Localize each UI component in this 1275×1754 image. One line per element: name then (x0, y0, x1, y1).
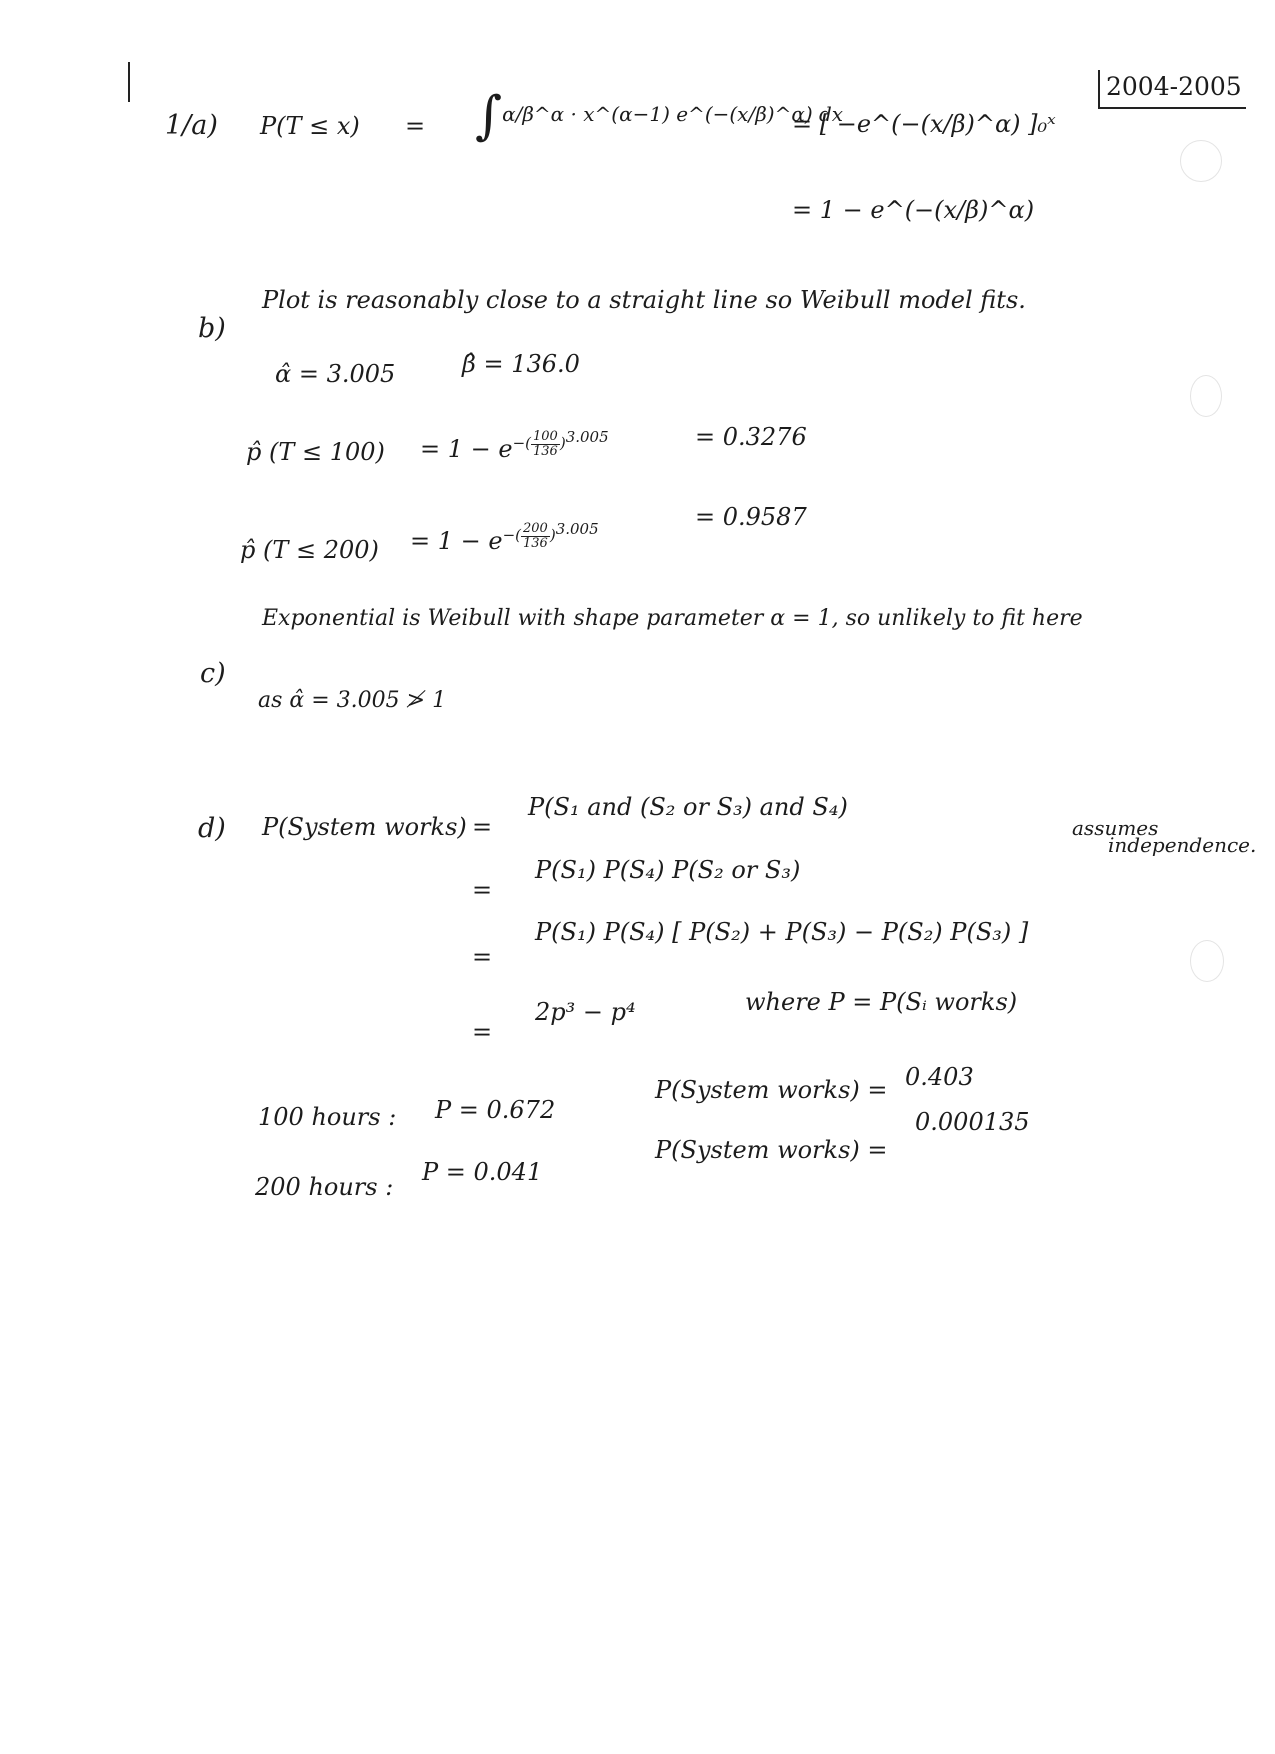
q1-lhs: P(T ≤ x) (260, 112, 360, 140)
header-code-box (1098, 70, 1246, 109)
b-p100-frac-num: 100 (533, 429, 558, 444)
b-p200-rhs (410, 520, 599, 556)
b-p100-value: = 0.3276 (695, 423, 807, 451)
b-p200-frac-den: 136 (523, 535, 548, 551)
d-line3: P(S₁) P(S₄) [ P(S₂) + P(S₃) − P(S₂) P(S₃) ] (535, 918, 1029, 946)
q1-label: 1/a) (165, 110, 218, 141)
d-note-line1: assumes (1072, 816, 1159, 840)
d-eq3: = (472, 943, 493, 971)
b-label: b) (198, 313, 226, 344)
h200-val: 0.000135 (915, 1108, 1030, 1136)
b-p100-fraction (531, 430, 560, 458)
q1-step2: = 1 − e^(−(x/β)^α) (792, 196, 1035, 224)
b-beta-hat: β̂ = 136.0 (462, 350, 580, 378)
b-p200-superscript: −( 200 136)3.005 (502, 520, 599, 551)
margin-bar (128, 62, 130, 102)
d-line1: P(S₁ and (S₂ or S₃) and S₄) (528, 793, 848, 821)
d-eq4: = (472, 1018, 493, 1046)
b-p100-rhs (420, 428, 609, 464)
d-where: where P = P(Sᵢ works) (745, 988, 1018, 1016)
c-label: c) (200, 658, 226, 689)
b-alpha-hat: α̂ = 3.005 (275, 360, 396, 388)
h200-sys: P(System works) = (655, 1136, 888, 1164)
b-p200-rhs-text: = 1 − e (410, 527, 503, 556)
d-label: d) (198, 813, 226, 844)
h100-val: 0.403 (905, 1063, 974, 1091)
b-p100-superscript: −( 100 136)3.005 (512, 428, 609, 459)
q1-integrand: α/β^α · x^(α−1) e^(−(x/β)^α) dx (502, 102, 844, 126)
b-statement: Plot is reasonably close to a straight line so Weibull model fits. (262, 286, 1026, 314)
scan-mark (1190, 375, 1222, 417)
b-p200-fraction (521, 522, 550, 550)
b-p200-frac-num: 200 (523, 521, 548, 536)
d-line4: 2p³ − p⁴ (535, 998, 636, 1026)
b-p100-rhs-text: = 1 − e (420, 435, 513, 464)
d-eq2: = (472, 876, 493, 904)
c-line1: Exponential is Weibull with shape parameter α = 1, so unlikely to fit here (262, 606, 1083, 631)
q1-integral (475, 86, 844, 146)
b-p200-value: = 0.9587 (695, 503, 807, 531)
c-line2: as α̂ = 3.005 ≯ 1 (258, 688, 447, 713)
integral-sign: ∫ (475, 86, 503, 146)
q1-step1: = [ −e^(−(x/β)^α) ]₀ˣ (792, 110, 1056, 138)
d-line2: P(S₁) P(S₄) P(S₂ or S₃) (535, 856, 801, 884)
b-p100-lhs: p̂ (T ≤ 100) (246, 438, 385, 466)
scan-mark (1180, 140, 1222, 182)
header-code: 2004-2005 (1106, 72, 1242, 101)
b-p100-frac-den: 136 (533, 443, 558, 459)
b-p200-lhs: p̂ (T ≤ 200) (240, 536, 379, 564)
q1-eq: = (405, 112, 426, 140)
h200-label: 200 hours : (255, 1173, 394, 1201)
h100-sys: P(System works) = (655, 1076, 888, 1104)
d-note-line2: independence. (1108, 833, 1257, 857)
b-p200-exp: 3.005 (555, 520, 599, 539)
h100-p: P = 0.672 (435, 1096, 556, 1124)
h200-p: P = 0.041 (422, 1158, 543, 1186)
d-lhs: P(System works) (262, 813, 467, 841)
b-p100-exp: 3.005 (565, 428, 609, 447)
d-eq1: = (472, 813, 493, 841)
scan-mark (1190, 940, 1224, 982)
h100-label: 100 hours : (258, 1103, 397, 1131)
